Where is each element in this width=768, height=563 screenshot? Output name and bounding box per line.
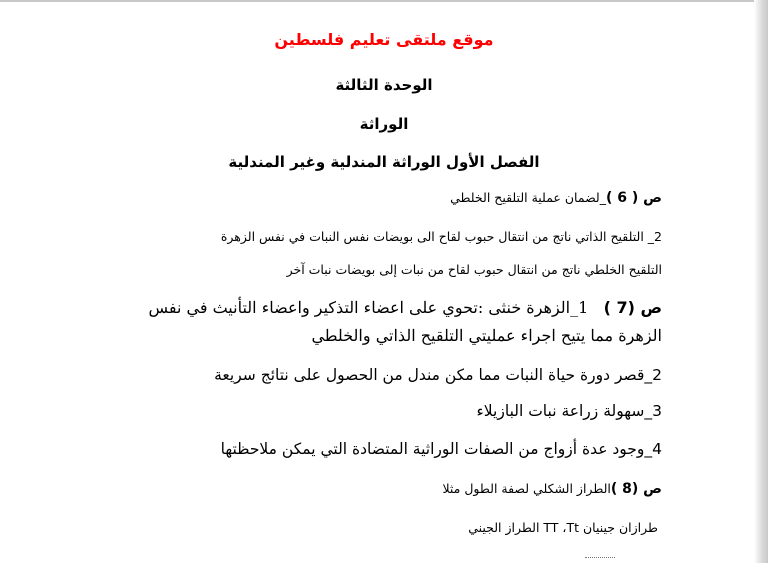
self-pollination-line: 2_ التلقيح الذاتي ناتج من انتقال حبوب لقاح الى بويضات نفس النبات في نفس الزهرة xyxy=(220,229,662,244)
page8-answer xyxy=(442,481,662,497)
page7-point1-line2: الزهرة مما يتيح اجراء عمليتي التلقيح الذاتي والخلطي xyxy=(311,326,662,345)
page7-point3: 3_سهولة زراعة نبات البازيلاء xyxy=(476,402,662,420)
page7-point1-text: 1_الزهرة خنثى :تحوي على اعضاء التذكير واعضاء التأنيث في نفس xyxy=(148,298,589,317)
page6-answer xyxy=(450,190,662,206)
page7-label: ص (7 ) xyxy=(603,298,662,317)
topic-title: الوراثة xyxy=(359,115,409,133)
page8-label: ص (8 ) xyxy=(610,481,662,497)
page6-label: ص ( 6 ) xyxy=(605,190,662,206)
genotype-line: طرازان جينيان TT ،Tt الطراز الجيني xyxy=(468,520,658,535)
unit-title: الوحدة الثالثة xyxy=(335,76,433,94)
cross-pollination-line: التلقيح الخلطي ناتج من انتقال حبوب لقاح من نبات إلى بويضات نبات آخر xyxy=(286,262,662,277)
page8-text: الطراز الشكلي لصفة الطول مثلا xyxy=(442,481,611,496)
chapter-title: الفصل الأول الوراثة المندلية وغير المندلية xyxy=(228,153,540,171)
page7-point1-line1 xyxy=(148,298,662,317)
bottom-text-fragment xyxy=(585,557,615,560)
page-top-border xyxy=(0,0,768,2)
site-title: موقع ملتقى تعليم فلسطين xyxy=(274,30,494,49)
page6-text: _لضمان عملية التلقيح الخلطي xyxy=(450,190,606,205)
page7-point4: 4_وجود عدة أزواج من الصفات الوراثية المتضادة التي يمكن ملاحظتها xyxy=(220,440,662,458)
page7-point2: 2_قصر دورة حياة النبات مما مكن مندل من الحصول على نتائج سريعة xyxy=(214,366,662,384)
